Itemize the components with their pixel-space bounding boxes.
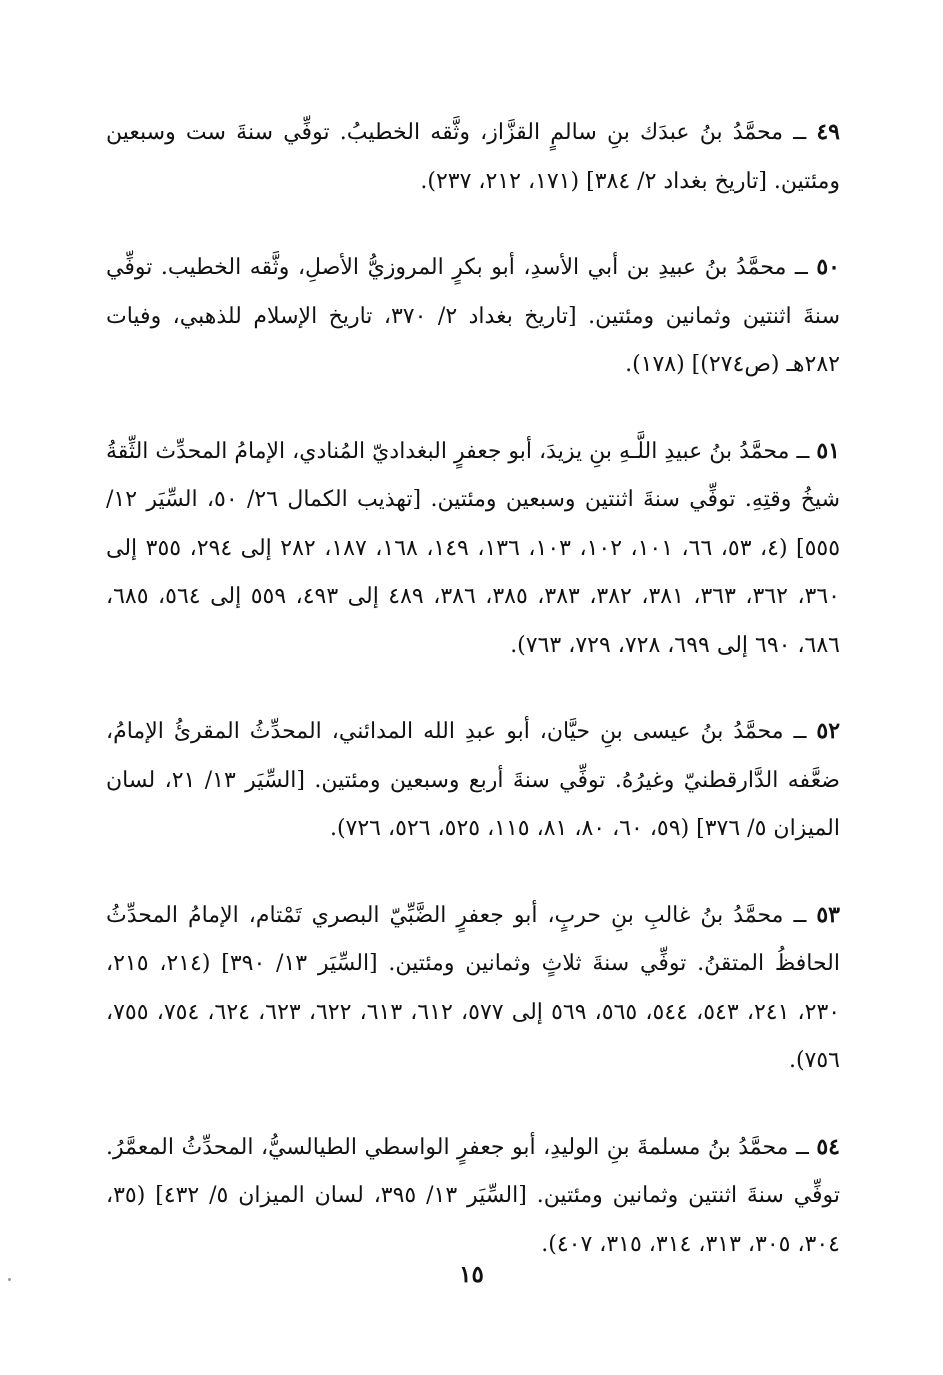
entry-number: ٥٣ [816,901,840,928]
page-number: ١٥ [459,1261,484,1288]
entry-53 [106,891,840,1086]
entry-number: ٥٠ [816,254,840,280]
entry-separator: ــ [793,120,807,145]
entry-52 [106,707,840,854]
entry-separator: ــ [793,902,807,928]
entry-number: ٥٤ [816,1133,840,1160]
entry-text: محمَّدُ بنُ عبدَك بنِ سالمٍ القزَّاز، وثَّقه الخطيبُ. توفِّي سنةَ ست وسبعين ومئتين. [تاريخ بغداد ٢/ ٣٨٤] (١٧١، ٢١٢، ٢٣٧). [106,120,840,194]
entry-text: محمَّدُ بنُ غالبِ بنِ حربٍ، أبو جعفرٍ الضَّبِّيّ البصري تَمْتام، الإمامُ المحدِّثُ الحافظُ المتقنُ. توفِّي سنةَ ثلاثٍ وثمانين ومئتين. [السِّيَر ١٣/ ٣٩٠] (٢١٤، ٢١٥، ٢٣٠، ٢٤١، ٥٤٣، ٥٤٤، ٥٦٥، ٥٦٩ إلى ٥٧٧، ٦١٢، ٦١٣، ٦٢٢، ٦٢٣، ٦٢٤، ٧٥٤، ٧٥٥، ٧٥٦). [106,902,841,1073]
entry-49 [106,108,840,206]
entry-text: محمَّدُ بنُ عيسى بنِ حيَّان، أبو عبدِ الله المدائني، المحدِّثُ المقرئُ الإمامُ، ضعَّفه الدَّارقطنيّ وغيرُهُ. توفِّي سنةَ أربع وسبعين ومئتين. [السِّيَر ١٣/ ٢١، لسان الميزان ٥/ ٣٧٦] (٥٩، ٦٠، ٨٠، ٨١، ١١٥، ٥٢٥، ٥٢٦، ٧٢٦). [106,719,840,841]
entry-51 [106,427,840,671]
entries-list [106,108,840,1306]
scan-speck [8,1278,11,1281]
entry-50 [106,243,840,390]
entry-number: ٥٢ [816,718,841,744]
entry-separator: ــ [793,719,807,744]
entry-separator: ــ [794,255,808,280]
entry-54 [106,1123,840,1270]
entry-text: محمَّدُ بنُ مسلمةَ بنِ الوليدِ، أبو جعفرٍ الواسطي الطيالسيُّ، المحدِّثُ المعمَّرُ. توفِّي سنةَ اثنتين وثمانين ومئتين. [السِّيَر ١٣/ ٣٩٥، لسان الميزان ٥/ ٤٣٢] (٣٥، ٣٠٤، ٣٠٥، ٣١٣، ٣١٤، ٣١٥، ٤٠٧). [106,1134,840,1257]
entry-separator: ــ [796,438,810,464]
entry-text: محمَّدُ بنُ عبيدِ اللَّـهِ بنِ يزيدَ، أبو جعفرٍ البغداديّ المُنادي، الإمامُ المحدِّث الثِّقةُ شيخُ وقتِهِ. توفِّي سنةَ اثنتين وسبعين ومئتين. [تهذيب الكمال ٢٦/ ٥٠، السِّيَر ١٢/ ٥٥٥] (٤، ٥٣، ٦٦، ١٠١، ١٠٢، ١٠٣، ١٣٦، ١٤٩، ١٦٨، ١٨٧، ٢٨٢ إلى ٢٩٤، ٣٥٥ إلى ٣٦٠، ٣٦٢، ٣٦٣، ٣٨١، ٣٨٢، ٣٨٣، ٣٨٥، ٣٨٦، ٤٨٩ إلى ٤٩٣، ٥٥٩ إلى ٥٦٤، ٦٨٥، ٦٨٦، ٦٩٠ إلى ٦٩٩، ٧٢٨، ٧٢٩، ٧٦٣). [106,438,841,658]
entry-separator: ــ [795,1134,809,1160]
entry-number: ٥١ [816,437,840,464]
entry-number: ٤٩ [816,119,840,145]
entry-text: محمَّدُ بنُ عبيدِ بن أبي الأسدِ، أبو بكرٍ المروزيُّ الأصلِ، وثَّقه الخطيب. توفِّي سنةَ اثنتين وثمانين ومئتين. [تاريخ بغداد ٢/ ٣٧٠، تاريخ الإسلام للذهبي، وفيات ٢٨٢هـ (ص٢٧٤)] (١٧٨). [106,255,841,377]
